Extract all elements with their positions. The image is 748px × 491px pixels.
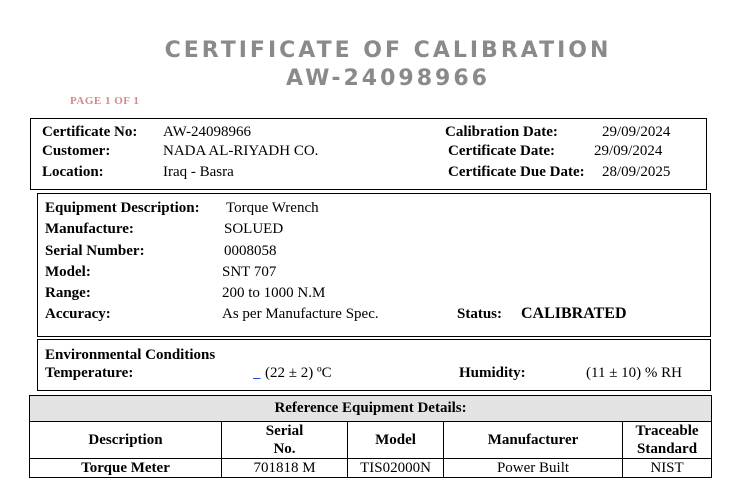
range-value: 200 to 1000 N.M: [222, 285, 326, 301]
table-cell: TIS02000N: [348, 459, 444, 478]
table-cell: Power Built: [444, 459, 623, 478]
serial-number-value: 0008058: [224, 243, 277, 259]
range-label: Range:: [45, 285, 91, 301]
certificate-date-value: 29/09/2024: [594, 143, 663, 159]
table-row: [30, 459, 712, 478]
page-indicator: PAGE 1 OF 1: [70, 95, 140, 107]
serial-number-label: Serial Number:: [45, 243, 145, 259]
calibration-date-value: 29/09/2024: [602, 124, 671, 140]
manufacture-value: SOLUED: [224, 221, 284, 237]
status-label: Status:: [457, 306, 503, 322]
column-header: Traceable Standard: [623, 422, 712, 459]
column-header: Serial No.: [222, 422, 348, 459]
equipment-description-value: Torque Wrench: [226, 200, 319, 216]
humidity-label: Humidity:: [459, 365, 526, 381]
due-date-label: Certificate Due Date:: [448, 164, 585, 180]
due-date-value: 28/09/2025: [602, 164, 671, 180]
customer-label: Customer:: [42, 143, 111, 159]
manufacture-label: Manufacture:: [45, 221, 134, 237]
temperature-label: Temperature:: [45, 365, 134, 381]
model-label: Model:: [45, 264, 91, 280]
calibration-date-label: Calibration Date:: [445, 124, 558, 140]
status-value: CALIBRATED: [521, 305, 627, 322]
column-header: Description: [30, 422, 222, 459]
reference-heading: Reference Equipment Details:: [30, 396, 712, 422]
column-header: Model: [348, 422, 444, 459]
temperature-link-marker[interactable]: [253, 365, 261, 382]
certificate-date-label: Certificate Date:: [448, 143, 556, 159]
certificate-title: CERTIFICATE OF CALIBRATION: [164, 38, 612, 63]
column-header: Manufacturer: [444, 422, 623, 459]
table-cell: NIST: [623, 459, 712, 478]
equipment-description-label: Equipment Description:: [45, 200, 200, 216]
model-value: SNT 707: [222, 264, 277, 280]
cert-no-value: AW-24098966: [163, 124, 251, 140]
certificate-number-title: AW-24098966: [286, 66, 490, 91]
accuracy-value: As per Manufacture Spec.: [222, 306, 379, 322]
customer-value: NADA AL-RIYADH CO.: [163, 143, 319, 159]
reference-equipment-table: [29, 395, 712, 478]
humidity-value: (11 ± 10) % RH: [586, 365, 682, 381]
table-cell: Torque Meter: [30, 459, 222, 478]
location-value: Iraq - Basra: [163, 164, 234, 180]
location-label: Location:: [42, 164, 104, 180]
environment-heading: Environmental Conditions: [45, 347, 216, 363]
cert-no-label: Certificate No:: [42, 124, 138, 140]
temperature-value: (22 ± 2) ºC: [265, 365, 332, 381]
accuracy-label: Accuracy:: [45, 306, 111, 322]
table-cell: 701818 M: [222, 459, 348, 478]
